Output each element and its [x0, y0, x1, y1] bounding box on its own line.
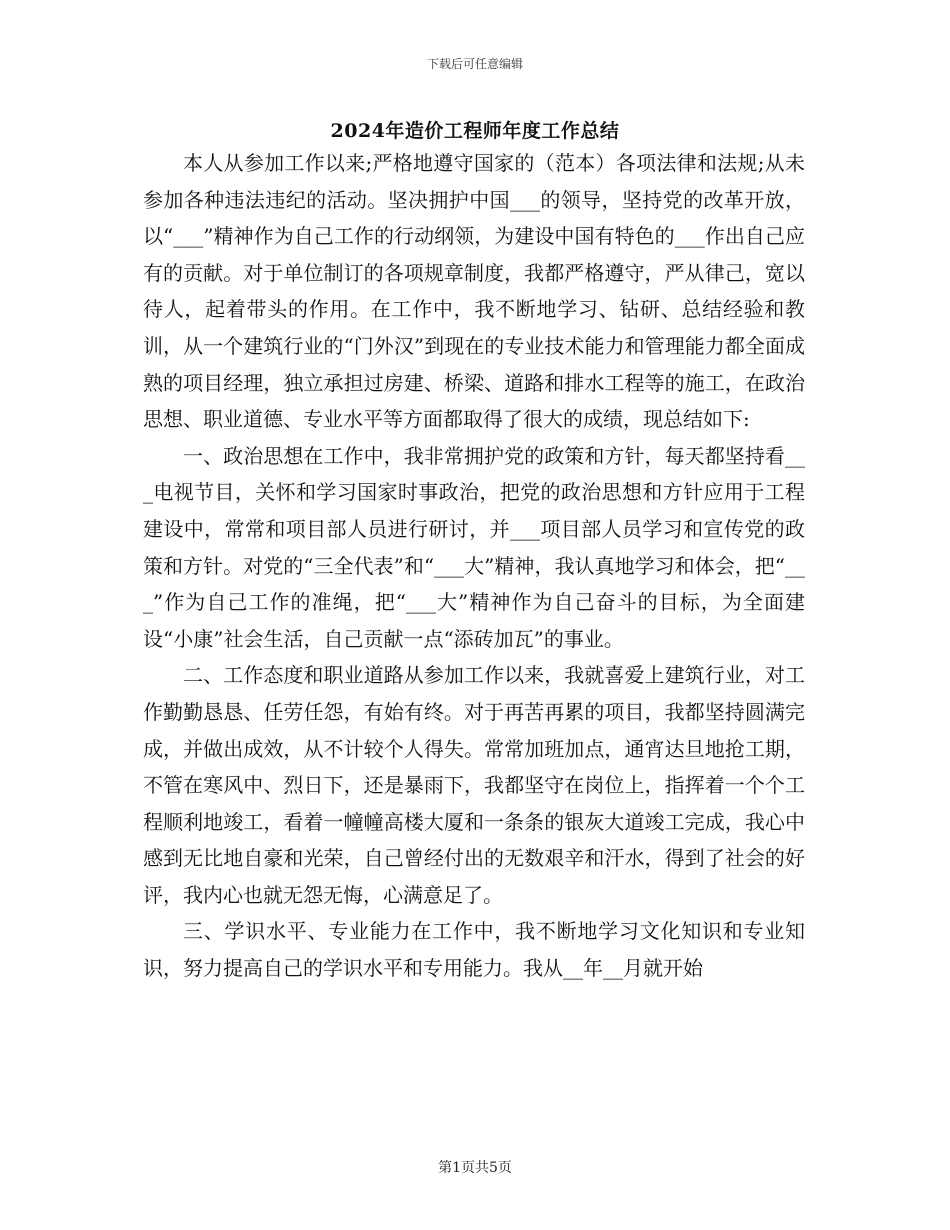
- paragraph-attitude: 二、工作态度和职业道路从参加工作以来，我就喜爱上建筑行业，对工作勤勤恳恳、任劳任怨，有始有终。对于再苦再累的项目，我都坚持圆满完成，并做出成效，从不计较个人得失。常常加班加点，通宵达旦地抢工期，不管在寒风中、烈日下，还是暴雨下，我都坚守在岗位上，指挥着一个个工程顺利地竣工，看着一幢幢高楼大厦和一条条的银灰大道竣工完成，我心中感到无比地自豪和光荣，自己曾经付出的无数艰辛和汗水，得到了社会的好评，我内心也就无怨无悔，心满意足了。: [143, 663, 805, 907]
- paragraph-intro: 本人从参加工作以来;严格地遵守国家的（范本）各项法律和法规;从未参加各种违法违纪的活动。坚决拥护中国___的领导，坚持党的改革开放，以“___”精神作为自己工作的行动纲领，为建设中国有特色的___作出自己应有的贡献。对于单位制订的各项规章制度，我都严格遵守，严从律己，宽以待人，起着带头的作用。在工作中，我不断地学习、钻研、总结经验和教训，从一个建筑行业的“门外汉”到现在的专业技术能力和管理能力都全面成熟的项目经理，独立承担过房建、桥梁、道路和排水工程等的施工，在政治思想、职业道德、专业水平等方面都取得了很大的成绩，现总结如下:: [143, 151, 805, 432]
- paragraph-knowledge: 三、学识水平、专业能力在工作中，我不断地学习文化知识和专业知识，努力提高自己的学识水平和专用能力。我从__年__月就开始: [143, 919, 805, 981]
- paragraph-political: 一、政治思想在工作中，我非常拥护党的政策和方针，每天都坚持看___电视节目，关怀和学习国家时事政治，把党的政治思想和方针应用于工程建设中，常常和项目部人员进行研讨，并___项目部人员学习和宣传党的政策和方针。对党的“三全代表”和“___大”精神，我认真地学习和体会，把“___”作为自己工作的准绳，把“___大”精神作为自己奋斗的目标，为全面建设“小康”社会生活，自己贡献一点“添砖加瓦”的事业。: [143, 443, 805, 651]
- header-note: 下载后可任意编辑: [426, 57, 523, 71]
- document-title: 2024年造价工程师年度工作总结: [330, 120, 620, 142]
- page-number: 第1页共5页: [438, 1160, 512, 1176]
- document-body: [143, 145, 805, 987]
